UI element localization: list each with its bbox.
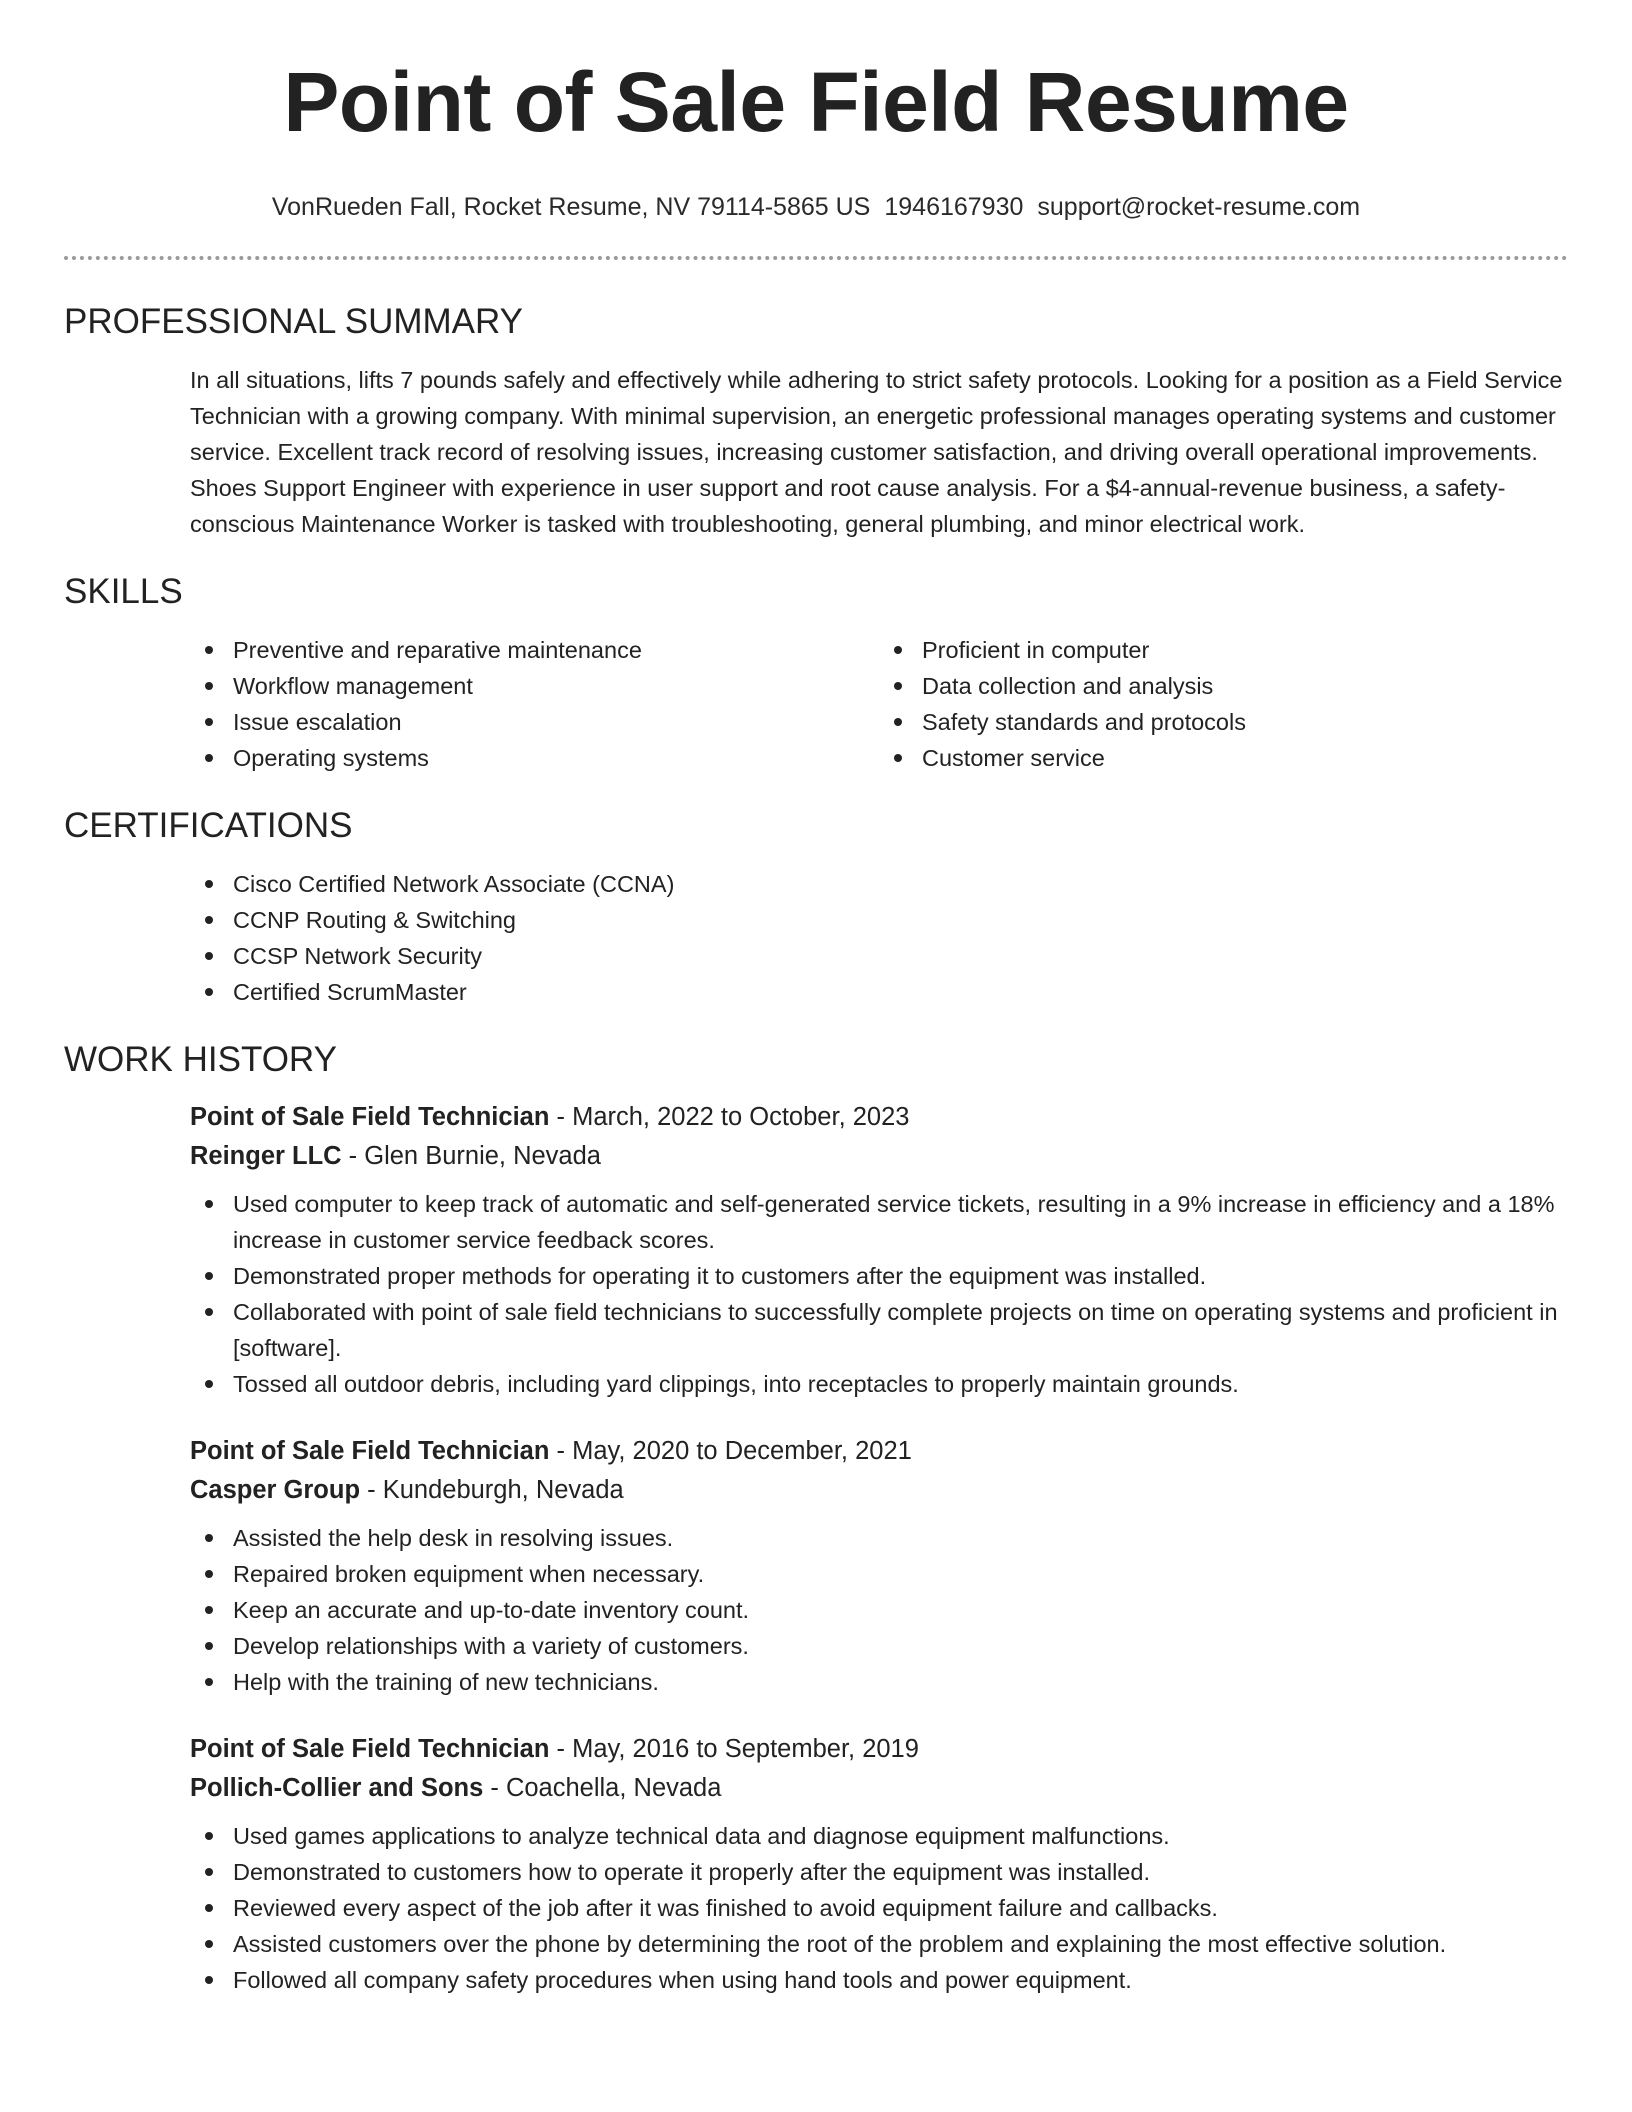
skill-item: Customer service (922, 740, 1568, 776)
job-bullet: Demonstrated proper methods for operating it to customers after the equipment was installed. (233, 1258, 1568, 1294)
job-bullet: Used games applications to analyze technical data and diagnose equipment malfunctions. (233, 1818, 1568, 1854)
contact-address: VonRueden Fall, Rocket Resume, NV 79114-5865 US (271, 193, 871, 221)
skills-list (190, 632, 1568, 776)
certifications-section (64, 806, 1568, 1010)
skill-item: Workflow management (233, 668, 879, 704)
job-title-line (190, 1098, 1568, 1136)
job-bullet: Tossed all outdoor debris, including yard clippings, into receptacles to properly maintain grounds. (233, 1366, 1568, 1402)
job-bullet: Demonstrated to customers how to operate it properly after the equipment was installed. (233, 1854, 1568, 1890)
skills-right-column (879, 632, 1568, 776)
job-company-line (190, 1768, 1568, 1808)
job-bullet: Develop relationships with a variety of customers. (233, 1628, 1568, 1664)
job-dates: - March, 2022 to October, 2023 (549, 1103, 910, 1131)
work-history-heading: WORK HISTORY (64, 1040, 337, 1079)
job-entry (190, 1098, 1568, 1402)
job-bullets (190, 1186, 1568, 1402)
skills-section (64, 572, 1568, 776)
job-title: Point of Sale Field Technician (190, 1437, 550, 1465)
contact-line (64, 192, 1568, 222)
contact-email[interactable]: support@rocket-resume.com (1037, 193, 1361, 221)
job-bullet: Assisted customers over the phone by determining the root of the problem and explaining the most effective solution. (233, 1926, 1568, 1962)
certification-item: Cisco Certified Network Associate (CCNA) (233, 866, 1568, 902)
job-title: Point of Sale Field Technician (190, 1103, 550, 1131)
job-company: Reinger LLC (190, 1142, 342, 1170)
job-location: - Kundeburgh, Nevada (360, 1476, 624, 1504)
work-history-body (190, 1098, 1568, 1998)
job-entry (190, 1730, 1568, 1998)
job-title-line (190, 1432, 1568, 1470)
skill-item: Issue escalation (233, 704, 879, 740)
certification-item: CCNP Routing & Switching (233, 902, 1568, 938)
certification-item: Certified ScrumMaster (233, 974, 1568, 1010)
certification-item: CCSP Network Security (233, 938, 1568, 974)
skill-item: Operating systems (233, 740, 879, 776)
job-bullet: Assisted the help desk in resolving issues. (233, 1520, 1568, 1556)
job-bullet: Keep an accurate and up-to-date inventory count. (233, 1592, 1568, 1628)
certifications-heading: CERTIFICATIONS (64, 806, 353, 845)
job-company: Pollich-Collier and Sons (190, 1774, 484, 1802)
job-title-line (190, 1730, 1568, 1768)
skill-item: Safety standards and protocols (922, 704, 1568, 740)
summary-section (64, 302, 1568, 542)
job-dates: - May, 2016 to September, 2019 (549, 1735, 919, 1763)
job-company-line (190, 1470, 1568, 1510)
summary-text: In all situations, lifts 7 pounds safely and effectively while adhering to strict safety protocols. Looking for a position as a Field Service Technician with a growing company. With minimal supervision, an energetic professional manages operating systems and customer service. Excellent track record of resolving issues, increasing customer satisfaction, and driving overall operational improvements. Shoes Support Engineer with experience in user support and root cause analysis. For a $4-annual-revenue business, a safety-conscious Maintenance Worker is tasked with troubleshooting, general plumbing, and minor electrical work. (190, 367, 1563, 537)
skills-left-column (190, 632, 879, 776)
skill-item: Preventive and reparative maintenance (233, 632, 879, 668)
job-company: Casper Group (190, 1476, 361, 1504)
header-divider (64, 256, 1568, 260)
job-bullet: Collaborated with point of sale field technicians to successfully complete projects on time on operating systems and proficient in [software]. (233, 1294, 1568, 1366)
contact-phone: 1946167930 (884, 193, 1024, 221)
job-title: Point of Sale Field Technician (190, 1735, 550, 1763)
resume-title: Point of Sale Field Resume (283, 55, 1349, 149)
job-bullets (190, 1520, 1568, 1700)
job-location: - Glen Burnie, Nevada (341, 1142, 601, 1170)
job-bullet: Repaired broken equipment when necessary. (233, 1556, 1568, 1592)
job-bullet: Reviewed every aspect of the job after it was finished to avoid equipment failure and callbacks. (233, 1890, 1568, 1926)
skill-item: Proficient in computer (922, 632, 1568, 668)
job-location: - Coachella, Nevada (483, 1774, 722, 1802)
skill-item: Data collection and analysis (922, 668, 1568, 704)
summary-heading: PROFESSIONAL SUMMARY (64, 302, 523, 341)
certifications-body (190, 866, 1568, 1010)
skills-heading: SKILLS (64, 572, 183, 611)
job-bullet: Help with the training of new technicians. (233, 1664, 1568, 1700)
summary-body (190, 362, 1568, 542)
job-company-line (190, 1136, 1568, 1176)
job-entry (190, 1432, 1568, 1700)
job-bullet: Followed all company safety procedures when using hand tools and power equipment. (233, 1962, 1568, 1998)
certifications-list (190, 866, 1568, 1010)
job-bullet: Used computer to keep track of automatic and self-generated service tickets, resulting in a 9% increase in efficiency and a 18% increase in customer service feedback scores. (233, 1186, 1568, 1258)
work-history-section (64, 1040, 1568, 1998)
job-bullets (190, 1818, 1568, 1998)
job-dates: - May, 2020 to December, 2021 (549, 1437, 912, 1465)
